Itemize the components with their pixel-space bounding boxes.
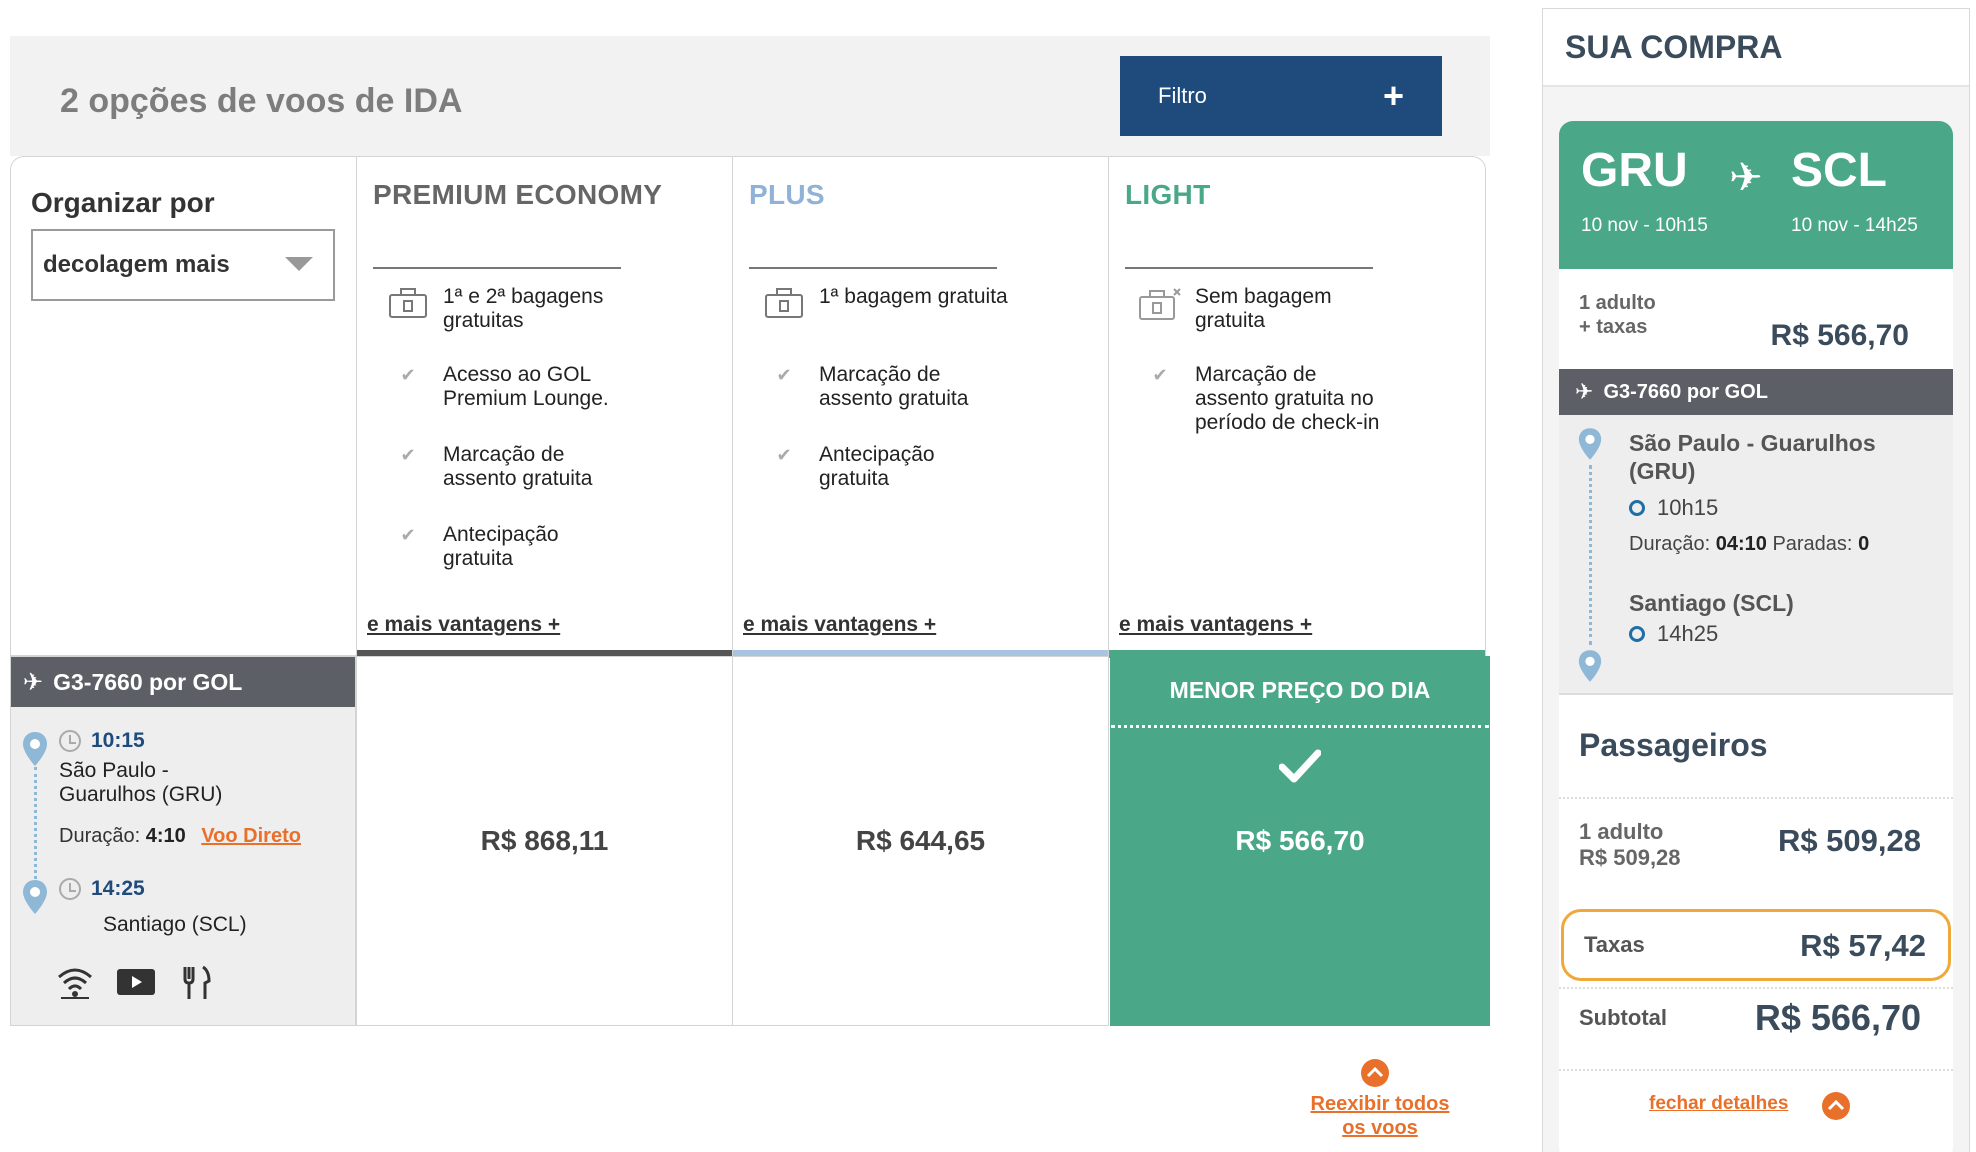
fare-price-text: R$ 566,70	[1235, 825, 1365, 856]
summary-arrival-place: Santiago (SCL)	[1629, 590, 1794, 616]
divider	[1559, 987, 1953, 989]
fare-price-plus[interactable]: R$ 644,65	[732, 656, 1109, 1026]
fare-price-light-selected[interactable]	[1110, 656, 1490, 1026]
best-price-badge: MENOR PREÇO DO DIA	[1169, 677, 1431, 703]
perk-item	[373, 363, 713, 411]
check-icon: ✔	[1152, 365, 1168, 385]
duration-label: Duração:	[1629, 533, 1711, 555]
perk-text: Sem bagagem gratuita	[1195, 285, 1332, 332]
check-icon: ✔	[776, 445, 792, 465]
flight-row	[10, 656, 1490, 1026]
arrival-time	[59, 877, 145, 901]
map-pin-icon	[1577, 427, 1603, 461]
taxes-label: Taxas	[1584, 932, 1645, 957]
pax-line: + taxas	[1579, 316, 1648, 338]
direct-flight-link[interactable]: Voo Direto	[201, 825, 301, 847]
route-line	[34, 767, 37, 891]
fare-column-light	[1109, 157, 1485, 657]
stops-value: 0	[1858, 533, 1870, 555]
departure-place: São Paulo - Guarulhos (GRU)	[59, 759, 223, 806]
divider	[1559, 1069, 1953, 1071]
sort-column	[11, 157, 357, 657]
airplane-icon: ✈	[1729, 156, 1763, 200]
airplane-icon: ✈	[23, 668, 44, 696]
summary-flight-code: G3-7660 por GOL	[1603, 380, 1768, 403]
arrival-time-text: 14:25	[91, 877, 145, 900]
sort-select[interactable]	[31, 229, 335, 301]
meal-icon	[181, 965, 213, 1001]
check-icon	[1111, 749, 1489, 783]
fare-title: PREMIUM ECONOMY	[373, 179, 663, 210]
more-benefits-link[interactable]: e mais vantagens +	[1119, 613, 1313, 636]
more-benefits-link[interactable]: e mais vantagens +	[743, 613, 937, 636]
origin-date: 10 nov - 10h15	[1581, 215, 1708, 236]
subtotal-label: Subtotal	[1579, 1005, 1667, 1030]
fare-title: LIGHT	[1125, 179, 1211, 210]
wifi-icon	[55, 965, 95, 1001]
filter-label: Filtro	[1158, 83, 1207, 108]
chevron-up-icon[interactable]	[1360, 1058, 1390, 1088]
adult-unit-price: R$ 509,28	[1579, 845, 1681, 870]
clock-icon	[59, 878, 81, 900]
adult-price: R$ 509,28	[1777, 823, 1921, 858]
summary-departure-time-text: 10h15	[1657, 495, 1719, 520]
clock-icon	[1629, 626, 1645, 642]
passenger-summary	[1579, 291, 1656, 339]
passengers-title: Passageiros	[1579, 727, 1768, 763]
luggage-icon	[373, 285, 443, 319]
airplane-icon: ✈	[1575, 379, 1594, 404]
total-price: R$ 566,70	[1770, 319, 1909, 352]
duration-value: 4:10	[145, 825, 186, 847]
no-luggage-icon	[1125, 285, 1195, 321]
taxes-price: R$ 57,42	[1800, 928, 1926, 963]
flight-bar	[11, 657, 355, 707]
pax-line: 1 adulto	[1579, 292, 1656, 314]
perk-item	[1125, 285, 1465, 333]
chevron-up-icon[interactable]	[1821, 1091, 1851, 1121]
duration-label: Duração:	[59, 825, 141, 847]
luggage-icon	[749, 285, 819, 319]
flight-info	[10, 656, 356, 1026]
stops-label: Paradas:	[1772, 533, 1853, 555]
perk-item	[373, 523, 713, 571]
divider	[749, 267, 997, 269]
clock-icon	[1629, 500, 1645, 516]
fare-column-premium-economy	[357, 157, 733, 657]
flight-code: G3-7660 por GOL	[53, 668, 243, 695]
departure-time-text: 10:15	[91, 729, 145, 752]
purchase-summary	[1542, 8, 1970, 1152]
summary-arrival-time	[1629, 621, 1718, 647]
origin-code: GRU	[1581, 144, 1688, 197]
perk-item	[373, 443, 713, 491]
divider	[373, 267, 621, 269]
destination-date: 10 nov - 14h25	[1791, 215, 1918, 236]
perk-item	[749, 363, 1089, 411]
results-header	[10, 36, 1490, 156]
summary-flight-bar	[1559, 369, 1953, 415]
map-pin-icon	[21, 731, 49, 767]
check-icon: ✔	[400, 365, 416, 385]
taxes-row-highlight	[1561, 909, 1951, 981]
summary-title: SUA COMPRA	[1565, 29, 1783, 65]
perk-text: Acesso ao GOL Premium Lounge.	[443, 363, 609, 410]
results-title: 2 opções de voos de IDA	[60, 82, 463, 120]
close-details-link[interactable]: fechar detalhes	[1649, 1093, 1789, 1114]
perk-text: Marcação de assento gratuita	[443, 443, 593, 490]
perk-text: Antecipação gratuita	[819, 443, 935, 490]
departure-time	[59, 729, 145, 753]
divider	[1559, 797, 1953, 799]
perk-text: Marcação de assento gratuita	[819, 363, 969, 410]
clock-icon	[59, 730, 81, 752]
plus-icon: +	[1382, 75, 1404, 116]
check-icon: ✔	[400, 445, 416, 465]
fare-price-premium-economy[interactable]: R$ 868,11	[356, 656, 733, 1026]
fare-grid	[10, 156, 1486, 1026]
summary-itinerary	[1559, 415, 1953, 695]
filter-button[interactable]	[1120, 56, 1442, 136]
adult-fare	[1579, 819, 1681, 871]
summary-departure-time	[1629, 495, 1718, 521]
map-pin-icon	[21, 879, 49, 915]
check-icon: ✔	[776, 365, 792, 385]
perk-text: Antecipação gratuita	[443, 523, 559, 570]
divider	[1111, 725, 1489, 728]
more-benefits-link[interactable]: e mais vantagens +	[367, 613, 561, 636]
sort-label: Organizar por	[31, 187, 215, 218]
check-icon: ✔	[400, 525, 416, 545]
fare-column-plus	[733, 157, 1109, 657]
summary-duration	[1629, 533, 1869, 556]
map-pin-icon	[1577, 649, 1603, 683]
flight-duration	[59, 825, 301, 848]
perk-text: Marcação de assento gratuita no período de check-in	[1195, 363, 1380, 434]
adult-label: 1 adulto	[1579, 819, 1664, 844]
reshow-all-flights-link[interactable]: Reexibir todos os voos	[1310, 1093, 1450, 1139]
perk-text: 1ª e 2ª bagagens gratuitas	[443, 285, 604, 332]
perk-item	[749, 285, 1089, 319]
duration-value: 04:10	[1715, 533, 1767, 555]
perk-item	[749, 443, 1089, 491]
route-banner	[1559, 121, 1953, 269]
fare-header-area	[10, 156, 1486, 656]
perk-item	[373, 285, 713, 333]
summary-departure-place: São Paulo - Guarulhos (GRU)	[1629, 430, 1876, 484]
arrival-place: Santiago (SCL)	[103, 913, 247, 936]
divider	[1125, 267, 1373, 269]
video-icon	[115, 965, 157, 997]
perk-text: 1ª bagagem gratuita	[819, 285, 1008, 308]
perk-item	[1125, 363, 1465, 435]
route-line	[1589, 465, 1592, 645]
fare-title: PLUS	[749, 179, 825, 210]
summary-card	[1559, 121, 1953, 1152]
destination-code: SCL	[1791, 144, 1887, 197]
sort-selected-value: decolagem mais	[43, 251, 230, 278]
subtotal-price: R$ 566,70	[1754, 997, 1921, 1038]
chevron-down-icon	[285, 257, 313, 271]
summary-header	[1543, 9, 1969, 87]
summary-arrival-time-text: 14h25	[1657, 621, 1719, 646]
